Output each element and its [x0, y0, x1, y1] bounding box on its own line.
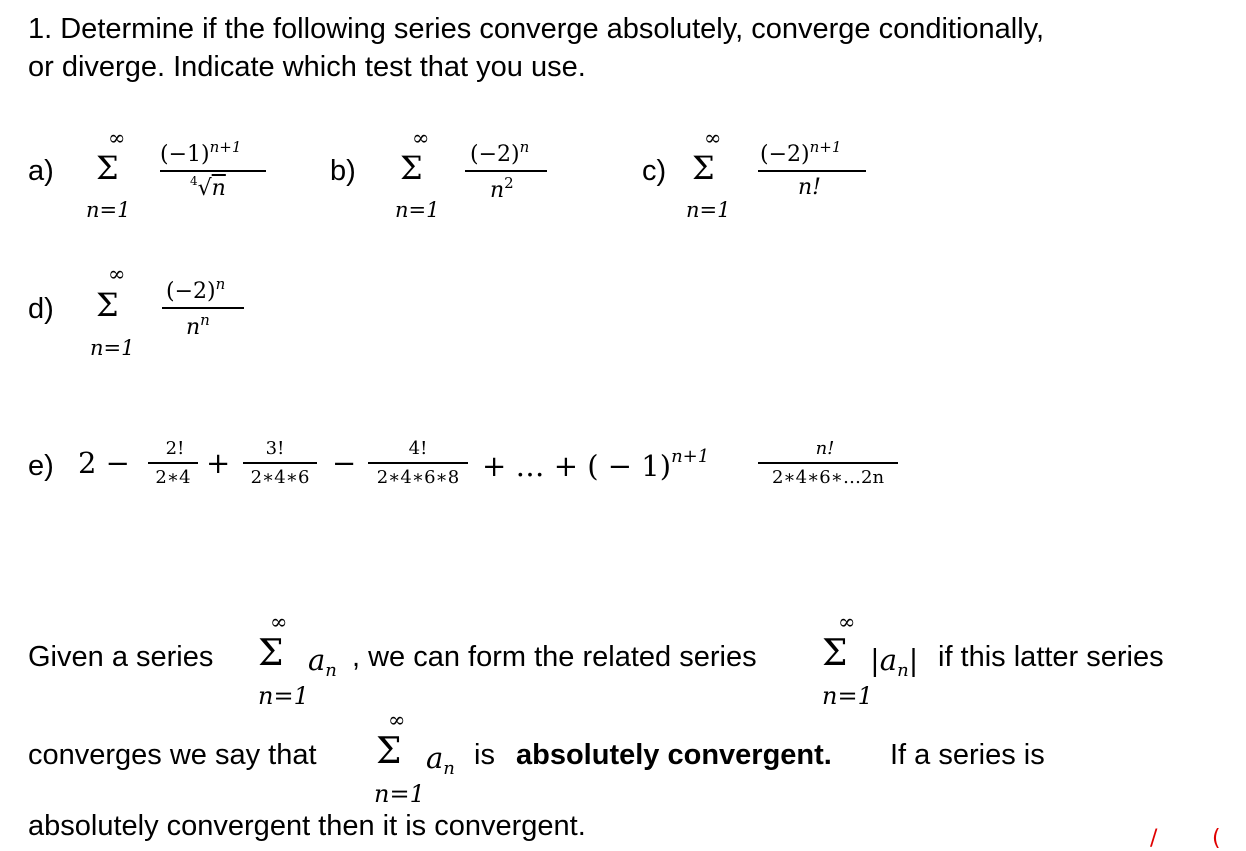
problem-b-fraction-bar	[465, 170, 547, 172]
problem-b-sigma: Σ	[400, 149, 423, 187]
problem-e-term2-bar	[243, 462, 317, 464]
problem-e-term3-bar	[368, 462, 468, 464]
problem-c-sum-upper: ∞	[704, 126, 722, 150]
problem-b-sum-lower: n=1	[395, 198, 440, 222]
problem-heading-line1: 1. Determine if the following series converge absolutely, converge conditionally,	[28, 13, 1045, 45]
definition-sum1-upper: ∞	[270, 610, 288, 634]
problem-e-termn-den: 2∗4∗6∗…2n	[771, 467, 885, 488]
definition-sum1-sigma: Σ	[258, 633, 284, 674]
problem-e-term1-den: 2∗4	[155, 467, 191, 488]
problem-c-label: c)	[642, 155, 667, 187]
definition-sum3-sigma: Σ	[376, 731, 402, 772]
problem-b-numerator: $(-2)^n$	[470, 138, 530, 167]
problem-d-label: d)	[28, 293, 54, 325]
problem-heading-line2: or diverge. Indicate which test that you use.	[28, 51, 586, 83]
definition-bold-term: absolutely convergent.	[516, 739, 832, 771]
red-mark-2: (	[1212, 826, 1221, 851]
problem-a-sigma: Σ	[96, 149, 119, 187]
problem-e-tail: + … + ( − 1)$^{n+1}$	[482, 446, 710, 483]
definition-sum2-lower: n=1	[822, 682, 873, 710]
problem-b-sum-upper: ∞	[412, 126, 430, 150]
definition-line1-intro: Given a series	[28, 641, 214, 673]
problem-a-label: a)	[28, 155, 54, 187]
definition-sum3-lower: n=1	[374, 780, 425, 808]
problem-e-term2-den: 2∗4∗6	[250, 467, 310, 488]
problem-e-minus1: −	[332, 446, 357, 480]
definition-term-an-2: $a_n$	[426, 741, 455, 779]
problem-a-fraction-bar	[160, 170, 266, 172]
problem-d-fraction-bar	[162, 307, 244, 309]
definition-line3: absolutely convergent then it is convergent.	[28, 810, 586, 842]
definition-sum2-sigma: Σ	[822, 633, 848, 674]
definition-line1-middle: , we can form the related series	[352, 641, 757, 673]
problem-e-term1-num: 2!	[165, 438, 185, 459]
problem-c-sum-lower: n=1	[686, 198, 731, 222]
problem-e-term3-num: 4!	[408, 438, 428, 459]
problem-d-denominator: $n^n$	[186, 311, 210, 340]
problem-d-sum-lower: n=1	[90, 336, 135, 360]
definition-line2-intro: converges we say that	[28, 739, 317, 771]
problem-b-denominator: $n^2$	[490, 174, 514, 203]
problem-a-denominator: $^4$√n	[190, 174, 226, 201]
definition-sum2-upper: ∞	[838, 610, 856, 634]
problem-a-sum-lower: n=1	[86, 198, 131, 222]
red-mark-1: /	[1150, 826, 1158, 851]
problem-e-termn-num: n!	[815, 438, 835, 459]
definition-term-abs-an: $|a_n|$	[870, 643, 919, 681]
definition-line2-end: If a series is	[890, 739, 1045, 771]
problem-d-sigma: Σ	[96, 286, 119, 324]
definition-line1-end: if this latter series	[938, 641, 1164, 673]
problem-e-term2-num: 3!	[265, 438, 285, 459]
problem-e-termn-bar	[758, 462, 898, 464]
problem-c-fraction-bar	[758, 170, 866, 172]
problem-c-denominator: n!	[798, 175, 822, 200]
problem-a-numerator: $(-1)^{n+1}$	[160, 138, 242, 167]
definition-sum3-upper: ∞	[388, 708, 406, 732]
problem-d-sum-upper: ∞	[108, 262, 126, 286]
definition-sum1-lower: n=1	[258, 682, 309, 710]
problem-b-label: b)	[330, 155, 356, 187]
problem-a-sum-upper: ∞	[108, 126, 126, 150]
problem-e-term1-bar	[148, 462, 198, 464]
problem-e-plus1: +	[206, 446, 231, 480]
definition-term-an-1: $a_n$	[308, 643, 337, 681]
problem-c-sigma: Σ	[692, 149, 715, 187]
problem-e-term3-den: 2∗4∗6∗8	[376, 467, 460, 488]
definition-line2-is: is	[474, 739, 495, 771]
problem-e-lead: 2 −	[78, 446, 130, 480]
problem-e-label: e)	[28, 450, 54, 482]
problem-c-numerator: $(-2)^{n+1}$	[760, 138, 842, 167]
problem-d-numerator: $(-2)^n$	[166, 275, 226, 304]
